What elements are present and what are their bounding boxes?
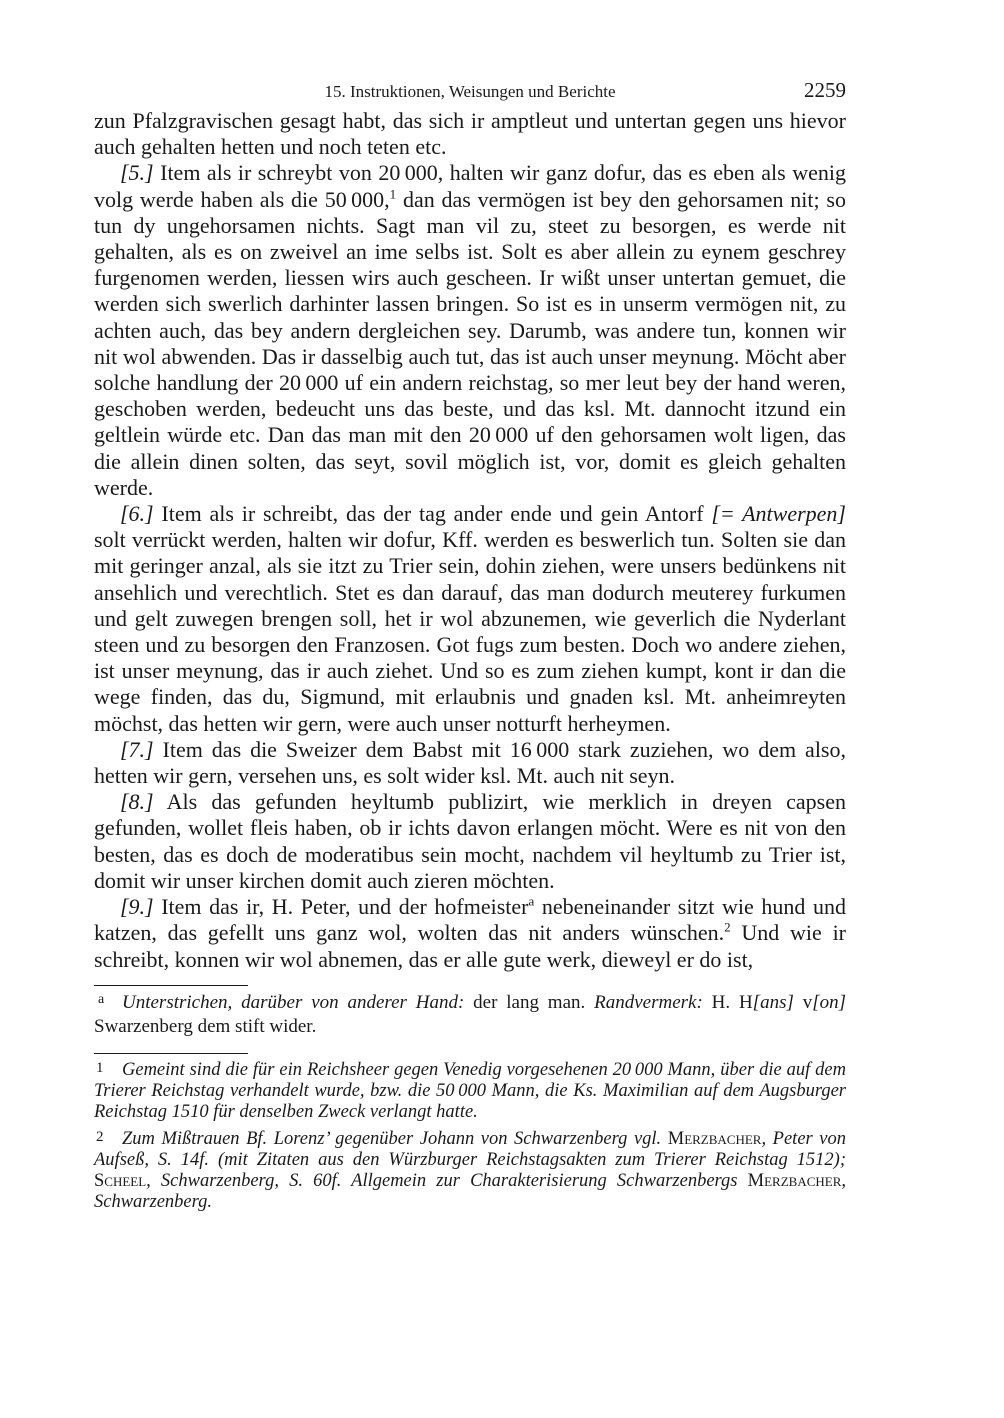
editorial-gloss: [= Antwerpen] (711, 501, 846, 527)
main-text (94, 108, 846, 973)
section-marker: [9.] (120, 894, 154, 920)
footnote-ref[interactable]: 1 (389, 186, 397, 202)
paragraph-5: [5.] Item als ir schreybt von 20 000, halten wir ganz dofur, das es eben als wenig volg werde haben als die 50 000,$^1$ dan das vermögen ist bey den gehorsamen nit; so tun dy ungehorsamen nichts. Sagt man vil zu, steet zu besorgen, es werde nit gehalten, als es on zweivel an ime selbs ist. Solt es aber allein zu eynem geschrey furgenomen werden, liessen wirs auch gescheen. Ir wißt unser untertan gemuet, die werden sich swerlich darhinter lassen bringen. So ist es in unserm vermögen nit, zu achten auch, das bey andern dergleichen sey. Darumb, was andere tun, konnen wir nit wol abwenden. Das ir dasselbig auch tut, das ist auch unser meynung. Möcht aber solche handlung der 20 000 uf ein andern reichstag, so mer leut bey der hand weren, geschoben werden, bedeucht uns das beste, und das ksl. Mt. dannocht itzund ein geltlein würde etc. Dan das man mit den 20 000 uf den gehorsamen wolt ligen, das die allein dinen solten, das seyt, sovil möglich ist, vor, domit es gleich gehalten werde. (94, 160, 846, 500)
section-marker: [5.] (120, 160, 154, 186)
page-number: 2259 (804, 78, 846, 102)
apparatus-ref[interactable]: a (528, 893, 535, 909)
document-page (94, 78, 846, 1217)
footnote-ref[interactable]: 2 (724, 919, 731, 935)
apparatus-note-a: a Unterstrichen, darüber von anderer Hand: der lang man. Randvermerk: H. H[ans] v[on] Swarzenberg dem stift wider. (94, 991, 846, 1037)
paragraph-6: [6.] Item als ir schreibt, das der tag ander ende und gein Antorf [= Antwerpen] solt verrückt werden, halten wir dofur, Kff. werden es beswerlich tun. Solten sie dan mit geringer anzal, als sie itzt zu Trier sein, dohin ziehen, were unsers bedünkens nit ansehlich und verechtlich. Stet es dan darauf, das man dodurch meuterey furkumen und gelt zuwegen brengen soll, het ir wol abzunemen, wie geverlich die Nyderlant steen und zu besorgen den Franzosen. Got fugs zum besten. Doch wo andere ziehen, ist unser meynung, das ir auch ziehet. Und so es zum ziehen kumpt, kont ir dan die wege finden, das du, Sigmund, mit erlaubnis und gnaden ksl. Mt. anheimreyten möchst, das hetten wir gern, were auch unser notturft herheymen. (94, 501, 846, 736)
running-header (94, 78, 846, 108)
paragraph-continuation: zun Pfalzgravischen gesagt habt, das sich ir amptleut und untertan gegen uns hievor auch gehalten hetten und noch teten etc. (94, 108, 846, 160)
footnote-2: 2 Zum Mißtrauen Bf. Lorenz’ gegenüber Johann von Schwarzenberg vgl. Merzbacher, Peter von Aufseß, S. 14f. (mit Zitaten aus den Würzburger Reichstagsakten zum Trierer Reichstag 1512); Scheel, Schwarzenberg, S. 60f. Allgemein zur Charakterisierung Schwarzenbergs Merzbacher, Schwarzenberg. (94, 1128, 846, 1212)
section-marker: [6.] (120, 501, 154, 527)
text-apparatus (94, 985, 846, 1039)
paragraph-8: [8.] Als das gefunden heyltumb publizirt, wie merklich in dreyen capsen gefunden, wollet fleis haben, ob ir ichts davon erlangen möcht. Were es nit von den besten, das es doch de moderatibus sein mocht, nachdem vil heyltumb zu Trier ist, domit wir unser kirchen domit auch zieren möchten. (94, 789, 846, 893)
apparatus-divider (94, 985, 248, 986)
paragraph-9: [9.] Item das ir, H. Peter, und der hofmeister$^a$ nebeneinander sitzt wie hund und katzen, das gefellt uns ganz wol, wolten das nit anders wünschen.$^2$ Und wie ir schreibt, konnen wir wol abnemen, das er alle gute werk, dieweyl er do ist, (94, 893, 847, 972)
footnote-1: 1 Gemeint sind die für ein Reichsheer gegen Venedig vorgesehenen 20 000 Mann, über die auf dem Trierer Reichstag verhandelt wurde, bzw. die 50 000 Mann, die Ks. Maximilian auf dem Augsburger Reichstag 1510 für denselben Zweck verlangt hatte. (94, 1059, 846, 1122)
section-marker: [8.] (120, 789, 154, 815)
running-title: 15. Instruktionen, Weisungen und Berichte (324, 82, 616, 101)
section-marker: [7.] (120, 736, 154, 762)
footnote-divider (94, 1053, 248, 1054)
footnotes (94, 1053, 846, 1213)
paragraph-7: [7.] Item das die Sweizer dem Babst mit 16 000 stark zuziehen, wo dem also, hetten wir gern, versehen uns, es solt wider ksl. Mt. auch nit seyn. (94, 736, 846, 789)
